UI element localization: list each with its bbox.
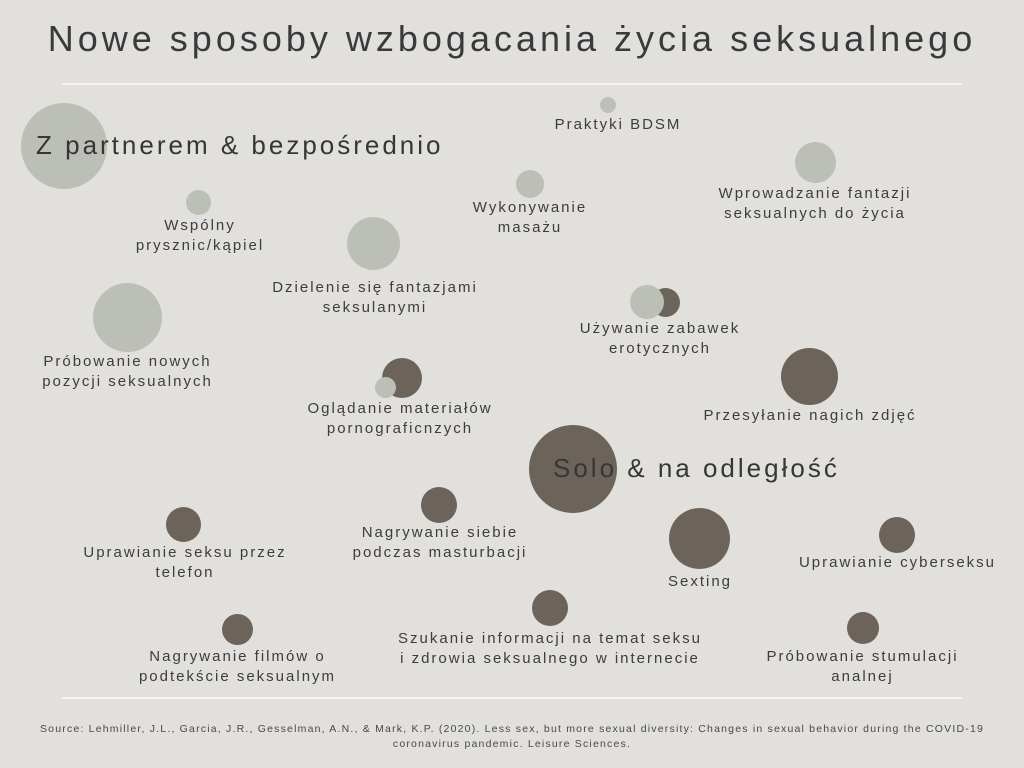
toys-label: Używanie zabawek erotycznych [579, 320, 741, 357]
sexting-bubble [669, 508, 730, 569]
shower-label: Wspólny prysznic/kąpiel [135, 217, 265, 254]
solo-group-label: Solo & na odległość [553, 453, 840, 483]
massage-label: Wykonywanie masażu [472, 199, 588, 236]
anal-bubble [847, 612, 879, 644]
record-self-bubble [421, 487, 457, 523]
nudes-bubble [781, 348, 838, 405]
shower-bubble [186, 190, 211, 215]
massage-bubble [516, 170, 544, 198]
phone-sex-bubble [166, 507, 201, 542]
page-title: Nowe sposoby wzbogacania życia seksualnego [47, 18, 977, 59]
nudes-label: Przesyłanie nagich zdjęć [703, 407, 917, 424]
sexting-label: Sexting [667, 573, 733, 590]
info-search-label: Szukanie informacji na temat seksu i zdrowia seksualnego w internecie [398, 630, 702, 667]
info-search-bubble [532, 590, 568, 626]
share-fantasies-bubble [347, 217, 400, 270]
phone-sex-label: Uprawianie seksu przez telefon [83, 544, 287, 581]
fantasies-life-label: Wprowadzanie fantazji seksualnych do życia [718, 185, 912, 222]
bottom-divider [62, 697, 962, 699]
cybersex-bubble [879, 517, 915, 553]
cybersex-label: Uprawianie cyberseksu [798, 554, 997, 571]
porn-partner-bubble [375, 377, 396, 398]
record-films-bubble [222, 614, 253, 645]
share-fantasies-label: Dzielenie się fantazjami seksulanymi [272, 279, 478, 316]
toys-partner-bubble [630, 285, 664, 319]
bdsm-label: Praktyki BDSM [554, 116, 682, 133]
anal-label: Próbowanie stumulacji analnej [766, 648, 959, 685]
positions-label: Próbowanie nowych pozycji seksualnych [42, 353, 213, 390]
source-citation: Source: Lehmiller, J.L., Garcia, J.R., Gesselman, A.N., & Mark, K.P. (2020). Less sex, but more sexual diversity: Changes in sexual behavior during the COVID-19 coronavirus pandemic. Leisure Sciences. [39, 723, 985, 750]
record-films-label: Nagrywanie filmów o podtekście seksualnym [138, 648, 337, 685]
fantasies-life-bubble [795, 142, 836, 183]
top-divider [62, 83, 962, 85]
record-self-label: Nagrywanie siebie podczas masturbacji [352, 524, 528, 561]
porn-label: Oglądanie materiałów pornograficnzych [307, 400, 493, 437]
positions-bubble [93, 283, 162, 352]
partner-group-label: Z partnerem & bezpośrednio [36, 130, 444, 160]
bdsm-bubble [600, 97, 616, 113]
